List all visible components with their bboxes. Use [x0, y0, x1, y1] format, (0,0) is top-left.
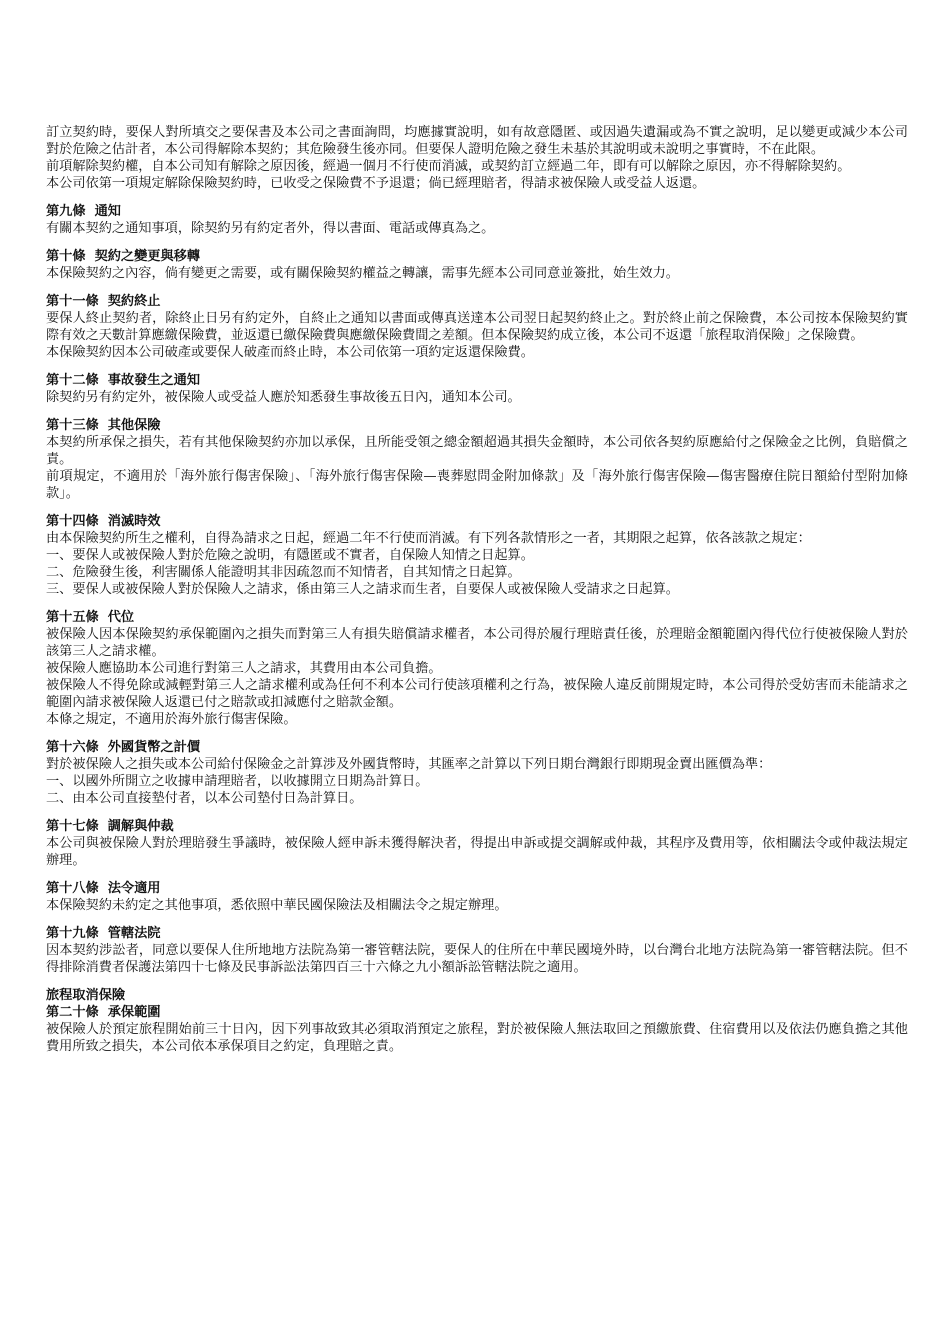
article-heading — [46, 1004, 908, 1021]
article-9 — [46, 203, 908, 237]
article-number: 第十三條 — [46, 418, 99, 433]
list-item: 二、由本公司直接墊付者，以本公司墊付日為計算日。 — [46, 791, 363, 806]
article-heading — [46, 417, 908, 434]
list-item: 一、要保人或被保險人對於危險之說明，有隱匿或不實者，自保險人知情之日起算。 — [46, 548, 534, 563]
article-title: 消滅時效 — [107, 514, 161, 529]
article-heading — [46, 880, 908, 897]
article-title: 調解與仲裁 — [107, 819, 174, 834]
article-11 — [46, 293, 908, 361]
article-heading — [46, 293, 908, 310]
paragraph: 本保險契約未約定之其他事項，悉依照中華民國保險法及相關法令之規定辦理。 — [46, 898, 508, 913]
article-heading — [46, 925, 908, 942]
article-title: 通知 — [94, 204, 121, 219]
article-heading — [46, 372, 908, 389]
paragraph: 被保險人於預定旅程開始前三十日內，因下列事故致其必須取消預定之旅程，對於被保險人無法取回之預繳旅費、住宿費用以及依法仍應負擔之其他費用所致之損失，本公司依本承保項目之約定，負理賠之責。 — [46, 1022, 908, 1054]
article-13 — [46, 417, 908, 502]
paragraph: 由本保險契約所生之權利，自得為請求之日起，經過二年不行使而消滅。有下列各款情形之一者，其期限之起算，依各該款之規定： — [46, 531, 811, 546]
paragraph: 除契約另有約定外，被保險人或受益人應於知悉發生事故後五日內，通知本公司。 — [46, 390, 521, 405]
paragraph: 本保險契約因本公司破產或要保人破產而終止時，本公司依第一項約定返還保險費。 — [46, 345, 534, 360]
article-title: 契約終止 — [107, 294, 161, 309]
list-item: 一、以國外所開立之收據申請理賠者，以收據開立日期為計算日。 — [46, 774, 429, 789]
article-title: 事故發生之通知 — [107, 373, 201, 388]
article-title: 承保範圍 — [107, 1005, 161, 1020]
paragraph: 前項規定，不適用於「海外旅行傷害保險」、「海外旅行傷害保險—喪葬慰問金附加條款」及「海外旅行傷害保險—傷害醫療住院日額給付型附加條款」。 — [46, 469, 908, 501]
paragraph: 對於被保險人之損失或本公司給付保險金之計算涉及外國貨幣時，其匯率之計算以下列日期台灣銀行即期現金賣出匯價為準： — [46, 757, 772, 772]
article-number: 第十四條 — [46, 514, 99, 529]
article-number: 第九條 — [46, 204, 86, 219]
article-heading — [46, 248, 908, 265]
paragraph: 有關本契約之通知事項，除契約另有約定者外，得以書面、電話或傳真為之。 — [46, 221, 495, 236]
paragraph: 本公司依第一項規定解除保險契約時，已收受之保險費不予退還；倘已經理賠者，得請求被保險人或受益人返還。 — [46, 176, 706, 191]
article-number: 第十條 — [46, 249, 86, 264]
article-12 — [46, 372, 908, 406]
paragraph: 因本契約涉訟者，同意以要保人住所地地方法院為第一審管轄法院，要保人的住所在中華民國境外時，以台灣台北地方法院為第一審管轄法院。但不得排除消費者保護法第四十七條及民事訴訟法第四百三十六條之九小額訴訟管轄法院之適用。 — [46, 943, 908, 975]
paragraph: 本保險契約之內容，倘有變更之需要，或有關保險契約權益之轉讓，需事先經本公司同意並簽批，始生效力。 — [46, 266, 679, 281]
article-15 — [46, 609, 908, 728]
article-title: 契約之變更與移轉 — [94, 249, 201, 264]
paragraph: 訂立契約時，要保人對所填交之要保書及本公司之書面詢問，均應據實說明，如有故意隱匿、或因過失遺漏或為不實之說明，足以變更或減少本公司對於危險之估計者，本公司得解除本契約；其危險發生後亦同。但要保人證明危險之發生未基於其說明或未說明之事實時，不在此限。 — [46, 125, 908, 157]
article-number: 第十九條 — [46, 926, 99, 941]
article-title: 其他保險 — [107, 418, 161, 433]
paragraph: 要保人終止契約者，除終止日另有約定外，自終止之通知以書面或傳真送達本公司翌日起契約終止之。對於終止前之保險費，本公司按本保險契約實際有效之天數計算應繳保險費，並返還已繳保險費與應繳保險費間之差額。但本保險契約成立後，本公司不返還「旅程取消保險」之保險費。 — [46, 311, 908, 343]
list-item: 二、危險發生後，利害關係人能證明其非因疏忽而不知情者，自其知情之日起算。 — [46, 565, 521, 580]
chapter-title: 旅程取消保險 — [46, 988, 126, 1003]
paragraph: 被保險人應協助本公司進行對第三人之請求，其費用由本公司負擔。 — [46, 661, 442, 676]
article-title: 外國貨幣之計價 — [107, 740, 201, 755]
article-number: 第十八條 — [46, 881, 99, 896]
paragraph: 前項解除契約權，自本公司知有解除之原因後，經過一個月不行使而消滅，或契約訂立經過二年，即有可以解除之原因，亦不得解除契約。 — [46, 159, 851, 174]
article-title: 法令適用 — [107, 881, 161, 896]
article-number: 第十七條 — [46, 819, 99, 834]
document-page — [46, 124, 908, 1055]
article-18 — [46, 880, 908, 914]
paragraph: 被保險人因本保險契約承保範圍內之損失而對第三人有損失賠償請求權者，本公司得於履行理賠責任後，於理賠金額範圍內得代位行使被保險人對於該第三人之請求權。 — [46, 627, 908, 659]
article-number: 第十一條 — [46, 294, 99, 309]
article-heading — [46, 739, 908, 756]
article-10 — [46, 248, 908, 282]
list-item: 三、要保人或被保險人對於保險人之請求，係由第三人之請求而生者，自要保人或被保險人受請求之日起算。 — [46, 582, 679, 597]
paragraph: 本契約所承保之損失，若有其他保險契約亦加以承保，且所能受領之總金額超過其損失金額時，本公司依各契約原應給付之保險金之比例，負賠償之責。 — [46, 435, 908, 467]
paragraph: 被保險人不得免除或減輕對第三人之請求權利或為任何不利本公司行使該項權利之行為，被保險人違反前開規定時，本公司得於受妨害而未能請求之範圍內請求被保險人返還已付之賠款或扣減應付之賠款金額。 — [46, 678, 908, 710]
article-number: 第十二條 — [46, 373, 99, 388]
article-16 — [46, 739, 908, 807]
article-17 — [46, 818, 908, 869]
paragraph: 本條之規定，不適用於海外旅行傷害保險。 — [46, 712, 297, 727]
article-heading — [46, 513, 908, 530]
paragraph: 本公司與被保險人對於理賠發生爭議時，被保險人經申訴未獲得解決者，得提出申訴或提交調解或仲裁，其程序及費用等，依相關法令或仲裁法規定辦理。 — [46, 836, 908, 868]
article-number: 第十五條 — [46, 610, 99, 625]
article-number: 第十六條 — [46, 740, 99, 755]
chapter-trip-cancellation — [46, 987, 908, 1055]
article-19 — [46, 925, 908, 976]
article-title: 管轄法院 — [107, 926, 161, 941]
article-title: 代位 — [107, 610, 135, 625]
article-heading — [46, 818, 908, 835]
article-heading — [46, 609, 908, 626]
article-14 — [46, 513, 908, 598]
article-heading — [46, 203, 908, 220]
intro-section — [46, 124, 908, 192]
article-number: 第二十條 — [46, 1005, 99, 1020]
